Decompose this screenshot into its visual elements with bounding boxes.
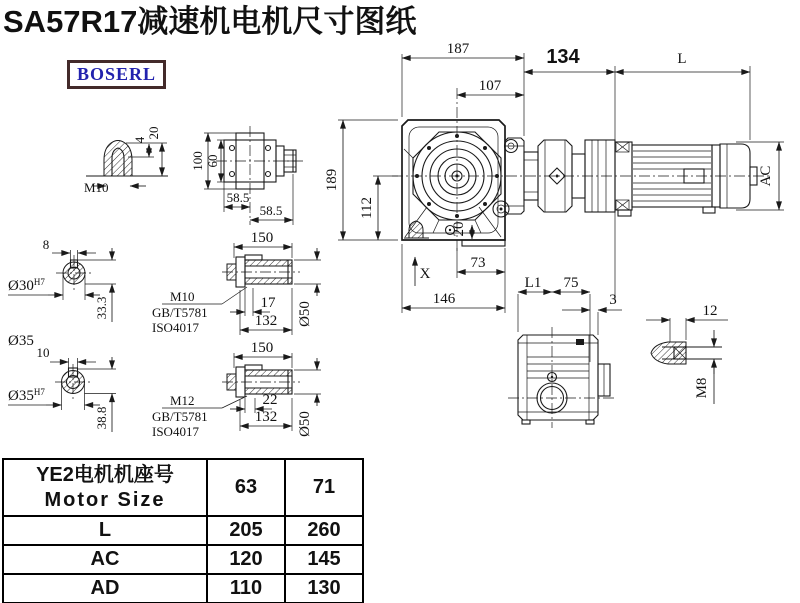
value-AD-71: 130 [285, 574, 363, 603]
dim-8: 8 [42, 237, 50, 252]
value-L-71: 260 [285, 516, 363, 545]
stud-detail-view [646, 303, 728, 404]
dim-4: 4 [132, 136, 147, 144]
dim-75: 75 [563, 275, 579, 291]
table-col-63: 63 [207, 459, 285, 516]
label-bore30-base: Ø30 [8, 278, 34, 294]
row-label-AD: AD [3, 574, 207, 603]
dim-100: 100 [190, 151, 205, 171]
dim-585a: 58.5 [226, 190, 250, 205]
dim-146: 146 [432, 291, 456, 307]
sleeve1-std1: GB/T5781 [152, 305, 208, 320]
dim-585b: 58.5 [259, 203, 283, 218]
dim-134: 134 [546, 46, 580, 68]
value-AD-63: 110 [207, 574, 285, 603]
plug-detail-view [84, 127, 168, 196]
dim-L: L [677, 51, 687, 67]
dim-107: 107 [478, 78, 502, 94]
label-d35: Ø35 [8, 333, 34, 349]
table-header-zh: YE2电机机座号 [36, 463, 174, 486]
dim-L1: L1 [524, 275, 542, 291]
label-bore35 [8, 387, 45, 404]
sleeve1-dim-50: Ø50 [297, 301, 313, 327]
table-row [3, 516, 363, 545]
label-bore30 [8, 277, 45, 294]
table-col-71: 71 [285, 459, 363, 516]
gearbox-top-view [190, 126, 304, 225]
sleeve2-view [152, 340, 321, 439]
top-dimension-chain [402, 41, 750, 300]
bore35-section-view [8, 333, 116, 432]
label-bore35-base: Ø35 [8, 388, 34, 404]
bore30-section-view [8, 237, 116, 322]
table-row [3, 545, 363, 574]
brand-logo-text: BOSERL [77, 64, 157, 84]
page-title: SA57R17减速机电机尺寸图纸 [3, 4, 417, 39]
dim-AC: AC [758, 165, 774, 187]
dim-20: 20 [451, 221, 467, 237]
dim-M8: M8 [694, 377, 710, 399]
sleeve1-std2: ISO4017 [152, 320, 199, 335]
motor-side-view [505, 138, 784, 216]
sleeve1-dim-17: 17 [260, 295, 276, 311]
sleeve2-dim-150: 150 [250, 340, 274, 356]
sleeve2-dim-22: 22 [262, 392, 278, 408]
gearbox-front-view [392, 88, 772, 252]
sleeve2-std2: ISO4017 [152, 424, 199, 439]
dim-12: 12 [702, 303, 718, 319]
dim-60: 60 [205, 154, 220, 168]
value-L-63: 205 [207, 516, 285, 545]
dim-187: 187 [446, 41, 470, 57]
value-AC-71: 145 [285, 545, 363, 574]
label-X: X [419, 266, 431, 282]
gearbox-end-view [508, 275, 622, 428]
dim-20b: 20 [146, 126, 161, 140]
dim-189: 189 [324, 168, 340, 192]
dim-333: 33.3 [94, 296, 109, 320]
sleeve1-thread: M10 [170, 289, 195, 304]
label-bore30-sup: H7 [33, 277, 45, 287]
table-header-en: Motor Size [44, 488, 166, 511]
dim-112: 112 [359, 197, 375, 219]
dim-3: 3 [609, 292, 617, 308]
sleeve1-dim-150: 150 [250, 230, 274, 246]
sleeve2-thread: M12 [170, 393, 195, 408]
label-plug-thread: M10 [84, 180, 109, 195]
label-bore35-sup: H7 [33, 387, 45, 397]
sleeve1-dim-132: 132 [254, 313, 278, 329]
dim-10: 10 [36, 345, 50, 360]
row-label-L: L [3, 516, 207, 545]
sleeve2-std1: GB/T5781 [152, 409, 208, 424]
sleeve1-view [152, 230, 321, 335]
dim-388: 38.8 [94, 406, 109, 430]
dim-73: 73 [470, 255, 486, 271]
table-row [3, 574, 363, 603]
sleeve2-dim-50: Ø50 [297, 411, 313, 437]
motor-size-table [2, 458, 364, 603]
sleeve2-dim-132: 132 [254, 409, 278, 425]
row-label-AC: AC [3, 545, 207, 574]
value-AC-63: 120 [207, 545, 285, 574]
table-header-cell [3, 459, 207, 516]
